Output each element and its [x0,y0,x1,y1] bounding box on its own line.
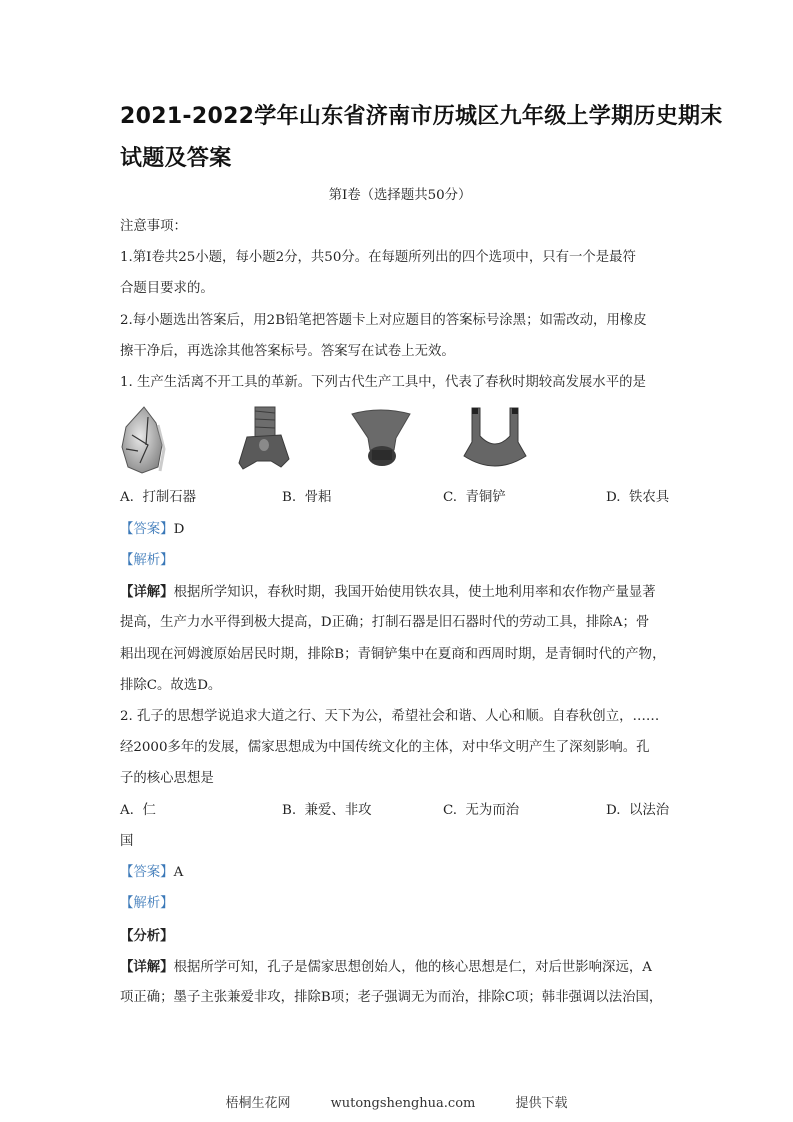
question-1-images [0,400,793,475]
answer-tag: 【答案】 [120,865,174,880]
question-2-detail [120,958,680,977]
fenxi-tag: 【分析】 [120,928,174,944]
iron-farm-tool-image [462,404,528,472]
option-d[interactable]: D. 铁农具 [606,490,670,505]
option-c[interactable]: C. 青铜铲 [443,490,506,505]
document-title-line2: 试题及答案 [120,146,232,171]
notice-label: 注意事项： [120,219,187,234]
question-2-analysis-tag: 【解析】 [120,896,174,911]
question-1-stem: 1. 生产生活离不开工具的革新。下列古代生产工具中，代表了春秋时期较高发展水平的是 [120,375,646,390]
bronze-shovel-image [350,408,412,468]
answer-tag: 【答案】 [120,522,174,537]
option-a[interactable]: A. 仁 [120,803,156,818]
notice-line: 1.第Ⅰ卷共25小题，每小题2分，共50分。在每题所列出的四个选项中，只有一个是最符 [120,250,636,265]
option-d[interactable]: D. 以法治 [606,803,670,818]
option-c[interactable]: C. 无为而治 [443,803,520,818]
answer-value: D [173,522,185,537]
question-2-option-wrap: 国 [120,834,134,849]
detail-text: 根据所学知识，春秋时期，我国开始使用铁农具，使土地利用率和农作物产量显著 [173,585,656,600]
question-1-detail-line: 耜出现在河姆渡原始居民时期，排除B；青铜铲集中在夏商和西周时期，是青铜时代的产物， [120,647,666,662]
question-2-stem-line: 子的核心思想是 [120,771,214,786]
question-2-answer [120,864,680,882]
footer-url[interactable]: wutongshenghua.com [330,1096,476,1111]
detail-tag: 【详解】 [120,959,174,975]
chipped-stone-tool-image [118,405,170,475]
notice-line: 合题目要求的。 [120,281,214,296]
bone-spade-image [235,405,291,473]
footer-note: 提供下载 [515,1096,568,1111]
notice-line: 2.每小题选出答案后，用2B铅笔把答题卡上对应题目的答案标号涂黑；如需改动，用橡皮 [120,313,647,328]
question-2-stem: 2. 孔子的思想学说追求大道之行、天下为公，希望社会和谐、人心和顺。自春秋创立，…… [120,709,660,724]
document-title-line1: 2021-2022学年山东省济南市历城区九年级上学期历史期末 [120,104,723,129]
notice-line: 擦干净后，再选涂其他答案标号。答案写在试卷上无效。 [120,344,455,359]
question-1-answer [120,521,680,539]
section-heading: 第Ⅰ卷（选择题共50分） [328,188,472,203]
question-2-stem-line: 经2000多年的发展，儒家思想成为中国传统文化的主体，对中华文明产生了深刻影响。孔 [120,740,650,755]
footer-site-name: 梧桐生花网 [225,1096,291,1111]
question-1-detail-line: 排除C。故选D。 [120,678,222,693]
detail-text: 根据所学可知，孔子是儒家思想创始人，他的核心思想是仁，对后世影响深远，A [173,960,652,975]
question-1-detail [120,583,680,602]
option-b[interactable]: B. 兼爱、非攻 [282,803,372,818]
answer-value: A [173,865,184,880]
question-1-analysis-tag: 【解析】 [120,553,174,568]
detail-tag: 【详解】 [120,584,174,600]
option-b[interactable]: B. 骨耜 [282,490,332,505]
option-a[interactable]: A. 打制石器 [120,490,197,505]
question-2-fenxi-tag [120,927,680,946]
page-footer [0,1092,793,1111]
question-2-detail-line: 项正确；墨子主张兼爱非攻，排除B项；老子强调无为而治，排除C项；韩非强调以法治国， [120,990,663,1005]
question-1-detail-line: 提高，生产力水平得到极大提高，D正确；打制石器是旧石器时代的劳动工具，排除A；骨 [120,615,650,630]
